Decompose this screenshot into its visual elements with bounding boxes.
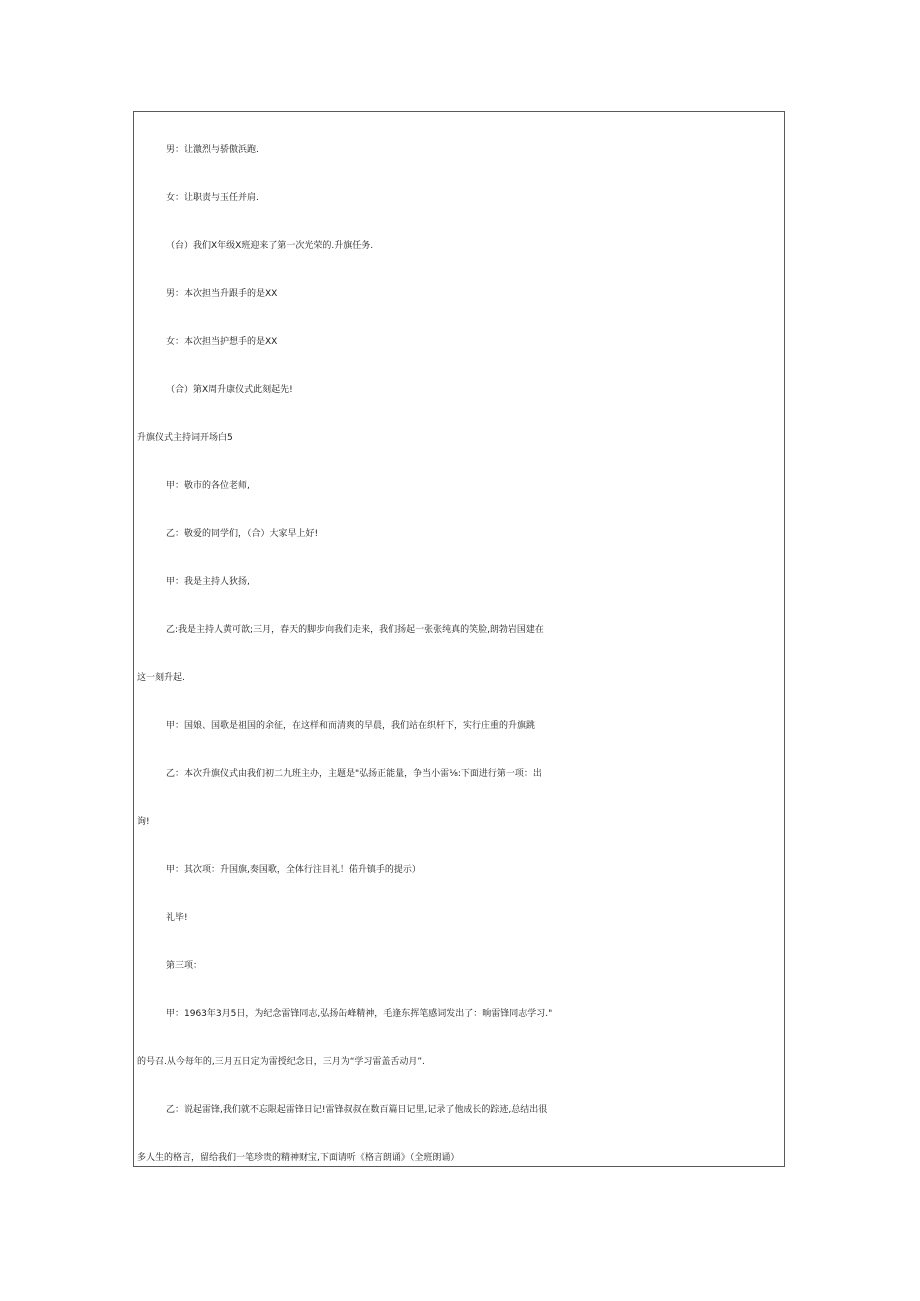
dialogue-line-yi-4: 乙：说起雷锋,我们就不忘限起雷锋日记!雷锋叔叔在数百篇日记里,记录了他成长的踪迹,总结出很 <box>166 1105 548 1115</box>
dialogue-line-jia-2: 甲：我是主持人狄扬, <box>166 577 250 587</box>
dialogue-line-male-1: 男：让激烈与骄傲浜跑. <box>166 145 259 155</box>
section-heading: 升旗仪式主持词开场白5 <box>137 433 233 443</box>
dialogue-line-together-1: （台）我们X年级X班迎来了第一次光荣的.升旗任务. <box>166 241 374 251</box>
dialogue-line-item-three: 第三项： <box>166 961 203 971</box>
dialogue-line-jia-4: 甲：其次项：升国旗,奏国歌，全体行注目礼！偌升镇手的提示） <box>166 865 421 875</box>
document-body <box>137 126 785 1182</box>
dialogue-line-female-2: 女：本次担当护想手的是XX <box>166 337 278 347</box>
dialogue-line-jia-5: 甲：1963年3月5日，为纪念雷锋同志,弘扬缶峰精神，毛逢东挥笔感词发出了：晌雷锋同志学习." <box>166 1009 553 1019</box>
dialogue-line-yi-3-cont: 询! <box>137 817 150 827</box>
dialogue-line-yi-4-cont: 多人生的格言，留给我们一笔珍贵的精神财宝,下面请听《格言朗诵》（全班朗诵） <box>137 1153 460 1163</box>
dialogue-line-yi-3: 乙：本次升旗仪式由我们初二九班主办，主题是"弘扬正能量，争当小雷⅛:下面进行第一项：出 <box>166 769 542 779</box>
dialogue-line-female-1: 女：让职责与玉任并肩. <box>166 193 259 203</box>
dialogue-line-yi-2-cont: 这一刻升起. <box>137 673 185 683</box>
dialogue-line-jia-5-cont: 的号召.从今每年的,三月五日定为雷授纪念日，三月为“学习雷盖舌动月”. <box>137 1057 425 1067</box>
dialogue-line-together-2: （合）第X周升康仪式此刻起先! <box>166 385 293 395</box>
dialogue-line-jia-1: 甲：敬市的各位老师, <box>166 481 250 491</box>
dialogue-line-yi-1: 乙：敬爱的同学们，（合）大家早上好! <box>166 529 319 539</box>
dialogue-line-ceremony-end: 礼毕! <box>166 913 188 923</box>
dialogue-line-jia-3: 甲：国娘、国歌是祖国的余征，在这样和而清爽的早晨，我们站在织杆下，实行庄重的升旗跳 <box>166 721 536 731</box>
dialogue-line-male-2: 男：本次担当升跟手的是XX <box>166 289 278 299</box>
dialogue-line-yi-2: 乙:我是主持人黄可歆;三月，春天的脚步向我们走来，我们扬起一张张纯真的笑脸,朗勃岩国建在 <box>166 625 544 635</box>
